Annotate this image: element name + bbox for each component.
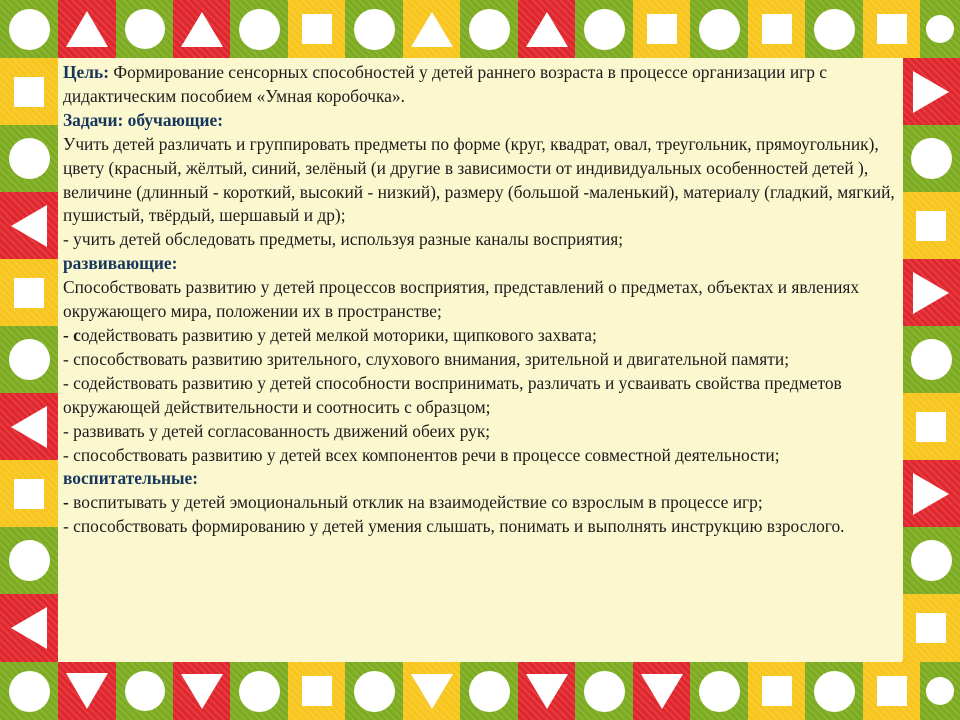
goal-label: Цель:: [63, 62, 109, 82]
circle-icon: [125, 671, 165, 711]
border-tile-right: [902, 125, 960, 192]
educational-heading: воспитательные:: [63, 468, 199, 489]
border-tile-top: [345, 0, 403, 58]
developing-task-1: Способствовать развитию у детей процессов восприятия, представлений о предметах, объектах и явлениях окружающего мира, положении их в пространстве;: [63, 277, 860, 322]
document-body: [63, 61, 901, 539]
border-tile-right: [902, 58, 960, 125]
circle-icon: [9, 138, 50, 179]
triangle-down-icon: [66, 673, 108, 709]
goal-paragraph: [63, 61, 901, 109]
triangle-down-icon: [411, 674, 453, 709]
educational-task-2: - способствовать формированию у детей умения слышать, понимать и выполнять инструкцию взрослого.: [63, 516, 845, 537]
border-tile-left: [0, 326, 58, 393]
border-tile-left: [0, 460, 58, 527]
square-icon: [647, 14, 677, 44]
circle-icon: [354, 671, 395, 712]
border-tile-top: [748, 0, 805, 58]
triangle-down-icon: [641, 674, 683, 709]
circle-icon: [699, 671, 740, 712]
border-tile-bottom: [116, 662, 173, 720]
border-tile-right: [902, 527, 960, 594]
circle-icon: [125, 9, 165, 49]
developing-task-2: [63, 324, 901, 348]
developing-task-2-text: одействовать развитию у детей мелкой моторики, щипкового захвата;: [80, 324, 597, 345]
border-tile-right: [902, 192, 960, 259]
square-icon: [877, 676, 907, 706]
border-tile-bottom: [460, 662, 518, 720]
border-tile-bottom: [575, 662, 633, 720]
circle-icon: [9, 671, 50, 712]
developing-task-6: - способствовать развитию у детей всех компонентов речи в процессе совместной деятельности;: [63, 444, 780, 465]
border-tile-bottom: [230, 662, 288, 720]
border-tile-bottom: [863, 662, 920, 720]
square-icon: [14, 77, 44, 107]
border-tile-top: [805, 0, 863, 58]
triangle-down-icon: [181, 674, 223, 709]
circle-icon: [584, 671, 625, 712]
circle-icon: [926, 15, 954, 43]
border-tile-top: [633, 0, 690, 58]
border-tile-bottom: [173, 662, 230, 720]
border-tile-bottom: [288, 662, 345, 720]
circle-icon: [9, 339, 50, 380]
border-tile-top: [173, 0, 230, 58]
circle-icon: [469, 671, 510, 712]
teaching-task-1: Учить детей различать и группировать предметы по форме (круг, квадрат, овал, треугольник, прямоугольник), цвету (красный, жёлтый, синий, зелёный (и другие в зависимости от индивидуальных особенностей детей ), величине (длинный - короткий, высокий - низкий), размеру (большой -маленький), материалу (гладкий, мягкий, пушистый, твёрдый, шершавый и др);: [63, 133, 895, 226]
teaching-task-2: - учить детей обследовать предметы, используя разные каналы восприятия;: [63, 229, 624, 250]
triangle-up-icon: [411, 12, 453, 47]
border-tile-top: [230, 0, 288, 58]
border-tile-bottom: [690, 662, 748, 720]
border-tile-top: [58, 0, 116, 58]
border-tile-bottom: [633, 662, 690, 720]
square-icon: [762, 676, 792, 706]
border-tile-left: [0, 58, 58, 125]
triangle-up-icon: [66, 11, 108, 47]
border-tile-top: [288, 0, 345, 58]
circle-icon: [814, 9, 855, 50]
circle-icon: [239, 671, 280, 712]
developing-task-3: - способствовать развитию зрительного, слухового внимания, зрительной и двигательной памяти;: [63, 348, 790, 369]
goal-text: Формирование сенсорных способностей у детей раннего возраста в процессе организации игр с дидактическим пособием «Умная коробочка».: [63, 62, 828, 106]
border-tile-right: [902, 594, 960, 662]
circle-icon: [911, 138, 952, 179]
square-icon: [14, 479, 44, 509]
border-tile-bottom: [518, 662, 575, 720]
triangle-down-icon: [526, 674, 568, 709]
border-tile-top: [863, 0, 920, 58]
developing-task-5: - развивать у детей согласованность движений обеих рук;: [63, 420, 491, 441]
tasks-heading: Задачи: обучающие:: [63, 109, 224, 130]
triangle-right-icon: [913, 272, 949, 314]
circle-icon: [911, 540, 952, 581]
circle-icon: [9, 540, 50, 581]
border-tile-bottom: [345, 662, 403, 720]
triangle-up-icon: [526, 12, 568, 47]
square-icon: [877, 14, 907, 44]
circle-icon: [926, 677, 954, 705]
border-tile-right: [902, 259, 960, 326]
border-tile-bottom: [58, 662, 116, 720]
border-tile-left: [0, 259, 58, 326]
circle-icon: [699, 9, 740, 50]
square-icon: [302, 14, 332, 44]
circle-icon: [9, 9, 50, 50]
border-tile-right: [902, 460, 960, 527]
square-icon: [916, 613, 946, 643]
developing-task-4: - содействовать развитию у детей способности воспринимать, различать и усваивать свойства предметов окружающей действительности и соотносить с образцом;: [63, 372, 842, 417]
circle-icon: [469, 9, 510, 50]
developing-task-2-prefix: - с: [63, 324, 81, 345]
border-tile-left: [0, 594, 58, 662]
border-tile-bottom: [0, 662, 58, 720]
border-tile-top: [460, 0, 518, 58]
circle-icon: [354, 9, 395, 50]
border-tile-left: [0, 393, 58, 460]
square-icon: [916, 211, 946, 241]
border-tile-top: [575, 0, 633, 58]
border-tile-top: [518, 0, 575, 58]
border-tile-left: [0, 527, 58, 594]
circle-icon: [814, 671, 855, 712]
triangle-right-icon: [913, 71, 949, 113]
triangle-left-icon: [11, 205, 47, 247]
square-icon: [762, 14, 792, 44]
border-tile-top: [920, 0, 960, 58]
triangle-right-icon: [913, 473, 949, 515]
educational-task-1-text: воспитывать у детей эмоциональный отклик на взаимодействие со взрослым в процессе игр;: [68, 492, 763, 513]
border-tile-left: [0, 125, 58, 192]
border-tile-left: [0, 192, 58, 259]
developing-heading: развивающие:: [63, 253, 178, 274]
border-tile-bottom: [748, 662, 805, 720]
square-icon: [14, 278, 44, 308]
border-tile-top: [690, 0, 748, 58]
border-tile-right: [902, 326, 960, 393]
circle-icon: [584, 9, 625, 50]
border-tile-top: [403, 0, 460, 58]
triangle-up-icon: [181, 12, 223, 47]
triangle-left-icon: [11, 607, 47, 649]
border-tile-right: [902, 393, 960, 460]
triangle-left-icon: [11, 406, 47, 448]
square-icon: [302, 676, 332, 706]
circle-icon: [239, 9, 280, 50]
border-tile-top: [116, 0, 173, 58]
educational-task-1-prefix: -: [63, 492, 69, 513]
border-tile-bottom: [920, 662, 960, 720]
border-tile-bottom: [805, 662, 863, 720]
border-tile-top: [0, 0, 58, 58]
square-icon: [916, 412, 946, 442]
border-tile-bottom: [403, 662, 460, 720]
educational-task-1: [63, 491, 901, 515]
circle-icon: [911, 339, 952, 380]
